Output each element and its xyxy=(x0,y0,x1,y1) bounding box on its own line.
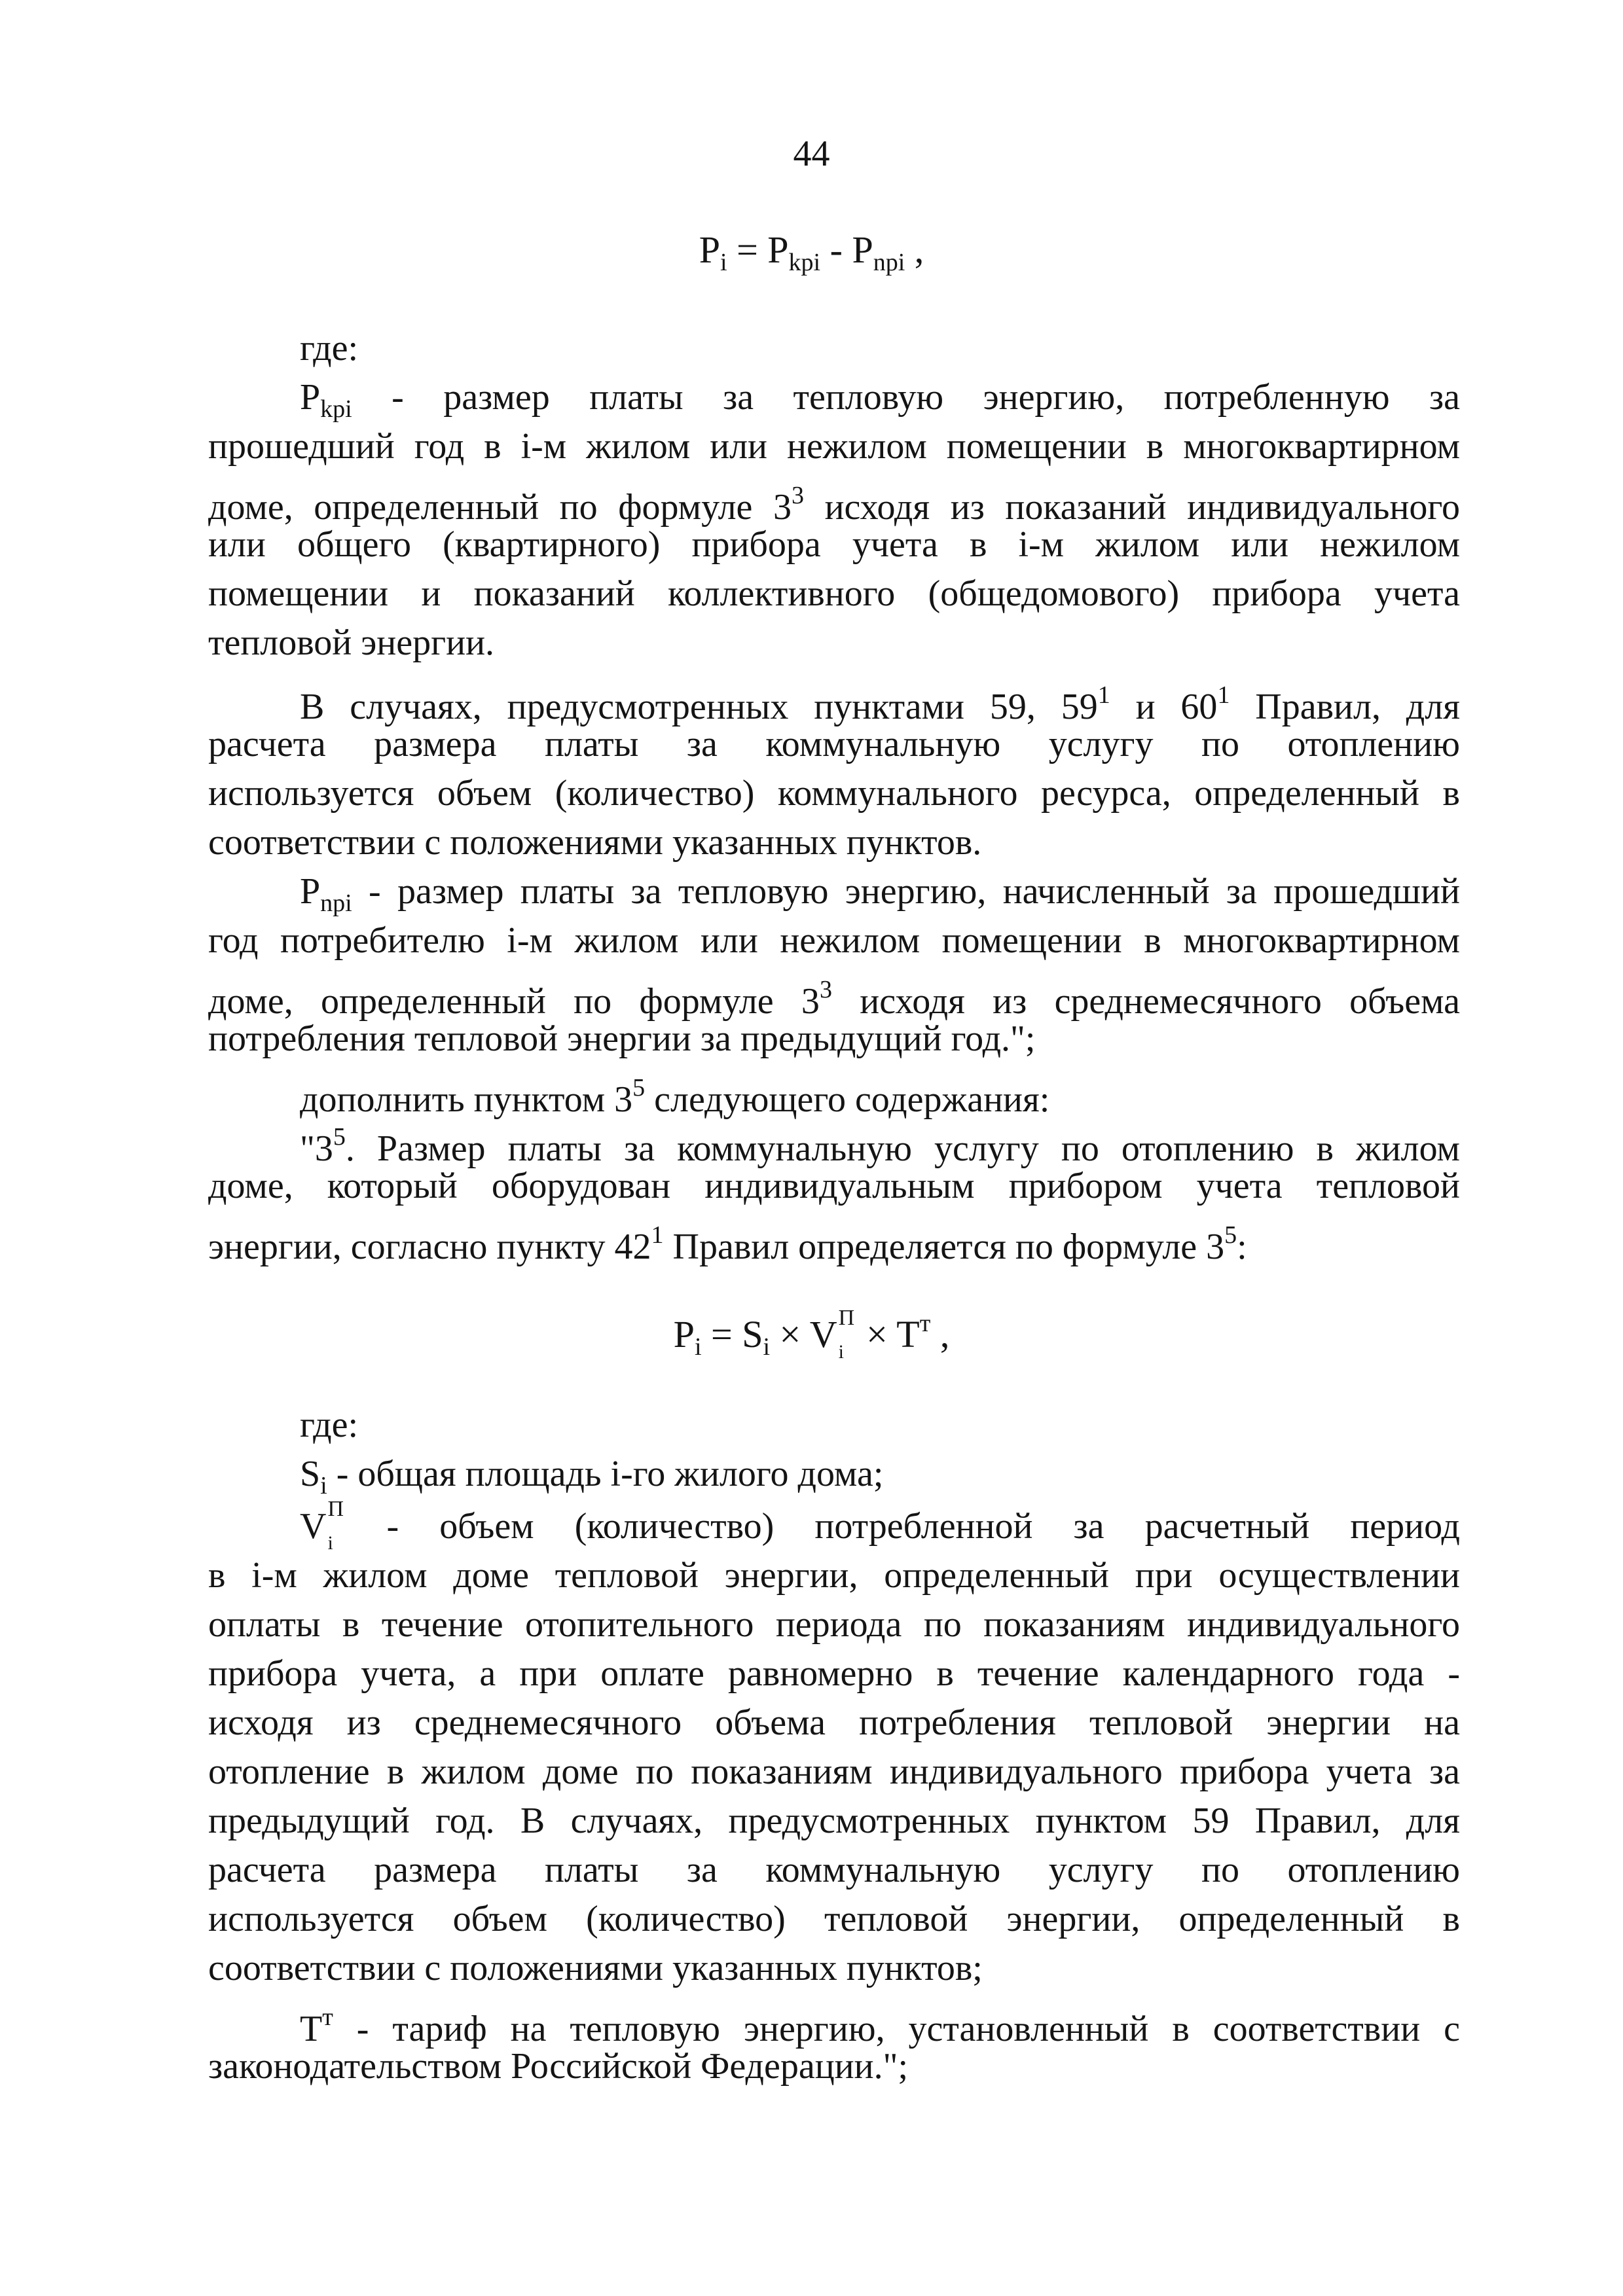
vi-definition-line-1: V П i - объем (количество) потребленной за расчетный период xyxy=(300,1497,1460,1554)
clause-35-line-3: энергии, согласно пункту $42^1$ Правил определяется по формуле $3^5$: xyxy=(208,1221,1247,1267)
pkpi-definition-line-6: тепловой энергии. xyxy=(208,622,495,663)
vi-definition-line-6: отопление в жилом доме по показаниям индивидуального прибора учета за xyxy=(208,1751,1460,1792)
vi-definition-line-9: используется объем (количество) тепловой энергии, определенный в xyxy=(208,1899,1460,1939)
pnpi-definition-line-2: год потребителю i-м жилом или нежилом помещении в многоквартирном xyxy=(208,920,1460,961)
tariff-symbol: $T^т$ xyxy=(300,2003,333,2049)
vi-definition-line-8: расчета размера платы за коммунальную услугу по отоплению xyxy=(208,1850,1460,1890)
vi-symbol: V П i xyxy=(300,1497,344,1554)
pkpi-definition-line-3: доме, определенный по формуле $3^3$ исходя из показаний индивидуального xyxy=(208,482,1461,528)
where-label-1: где: xyxy=(300,328,359,368)
tariff-definition-line-1: $T^т$ - тариф на тепловую энергию, установленный в соответствии с xyxy=(300,2003,1460,2049)
where-label-2: где: xyxy=(300,1405,359,1445)
pkpi-definition-line-2: прошедший год в i-м жилом или нежилом помещении в многоквартирном xyxy=(208,426,1460,467)
clause-35-line-2: доме, который оборудован индивидуальным прибором учета тепловой xyxy=(208,1166,1460,1206)
pkpi-definition-line-5: помещении и показаний коллективного (общедомового) прибора учета xyxy=(208,573,1460,614)
cases-paragraph-line-3: используется объем (количество) коммунального ресурса, определенный в xyxy=(208,773,1460,814)
si-definition: $S_i$ - общая площадь i-го жилого дома; xyxy=(300,1454,884,1499)
formula-pi-product: $P_i = S_i \times V$ П i × $T^т$ , xyxy=(673,1306,950,1363)
pnpi-definition-line-1: $P_{npi}$ - размер платы за тепловую энергию, начисленный за прошедший xyxy=(300,871,1460,917)
cases-paragraph-line-4: соответствии с положениями указанных пунктов. xyxy=(208,822,982,863)
pkpi-definition-line-4: или общего (квартирного) прибора учета в i-м жилом или нежилом xyxy=(208,524,1460,565)
cases-paragraph-line-2: расчета размера платы за коммунальную услугу по отоплению xyxy=(208,724,1460,764)
vi-definition-line-3: оплаты в течение отопительного периода по показаниям индивидуального xyxy=(208,1604,1460,1645)
vi-definition-line-2: в i-м жилом доме тепловой энергии, определенный при осуществлении xyxy=(208,1555,1460,1596)
si-symbol: $S_i$ xyxy=(300,1454,327,1499)
pkpi-symbol: $P_{kpi}$ xyxy=(300,377,352,423)
formula-pi-difference: $P_i = P_{kpi} - P_{npi}$ , xyxy=(699,228,924,276)
pnpi-definition-line-3: доме, определенный по формуле $3^3$ исходя из среднемесячного объема xyxy=(208,976,1460,1022)
pnpi-definition-line-4: потребления тепловой энергии за предыдущий год."; xyxy=(208,1018,1036,1059)
tariff-definition-line-2: законодательством Российской Федерации."; xyxy=(208,2046,909,2087)
clause-35-line-1: "$3^5$. Размер платы за коммунальную услугу по отоплению в жилом xyxy=(300,1123,1460,1169)
vi-definition-line-5: исходя из среднемесячного объема потребления тепловой энергии на xyxy=(208,1702,1460,1743)
cases-paragraph-line-1: В случаях, предусмотренных пунктами 59, $59^1$ и $60^1$ Правил, для xyxy=(300,681,1460,727)
page-number: 44 xyxy=(793,134,830,174)
vi-definition-line-4: прибора учета, а при оплате равномерно в течение календарного года - xyxy=(208,1653,1460,1694)
vi-definition-line-7: предыдущий год. В случаях, предусмотренных пунктом 59 Правил, для xyxy=(208,1801,1460,1841)
pkpi-definition-line-1: $P_{kpi}$ - размер платы за тепловую энергию, потребленную за xyxy=(300,377,1460,423)
vi-definition-line-10: соответствии с положениями указанных пунктов; xyxy=(208,1948,983,1988)
amendment-instruction: дополнить пунктом $3^5$ следующего содержания: xyxy=(300,1074,1050,1120)
pnpi-symbol: $P_{npi}$ xyxy=(300,871,352,917)
